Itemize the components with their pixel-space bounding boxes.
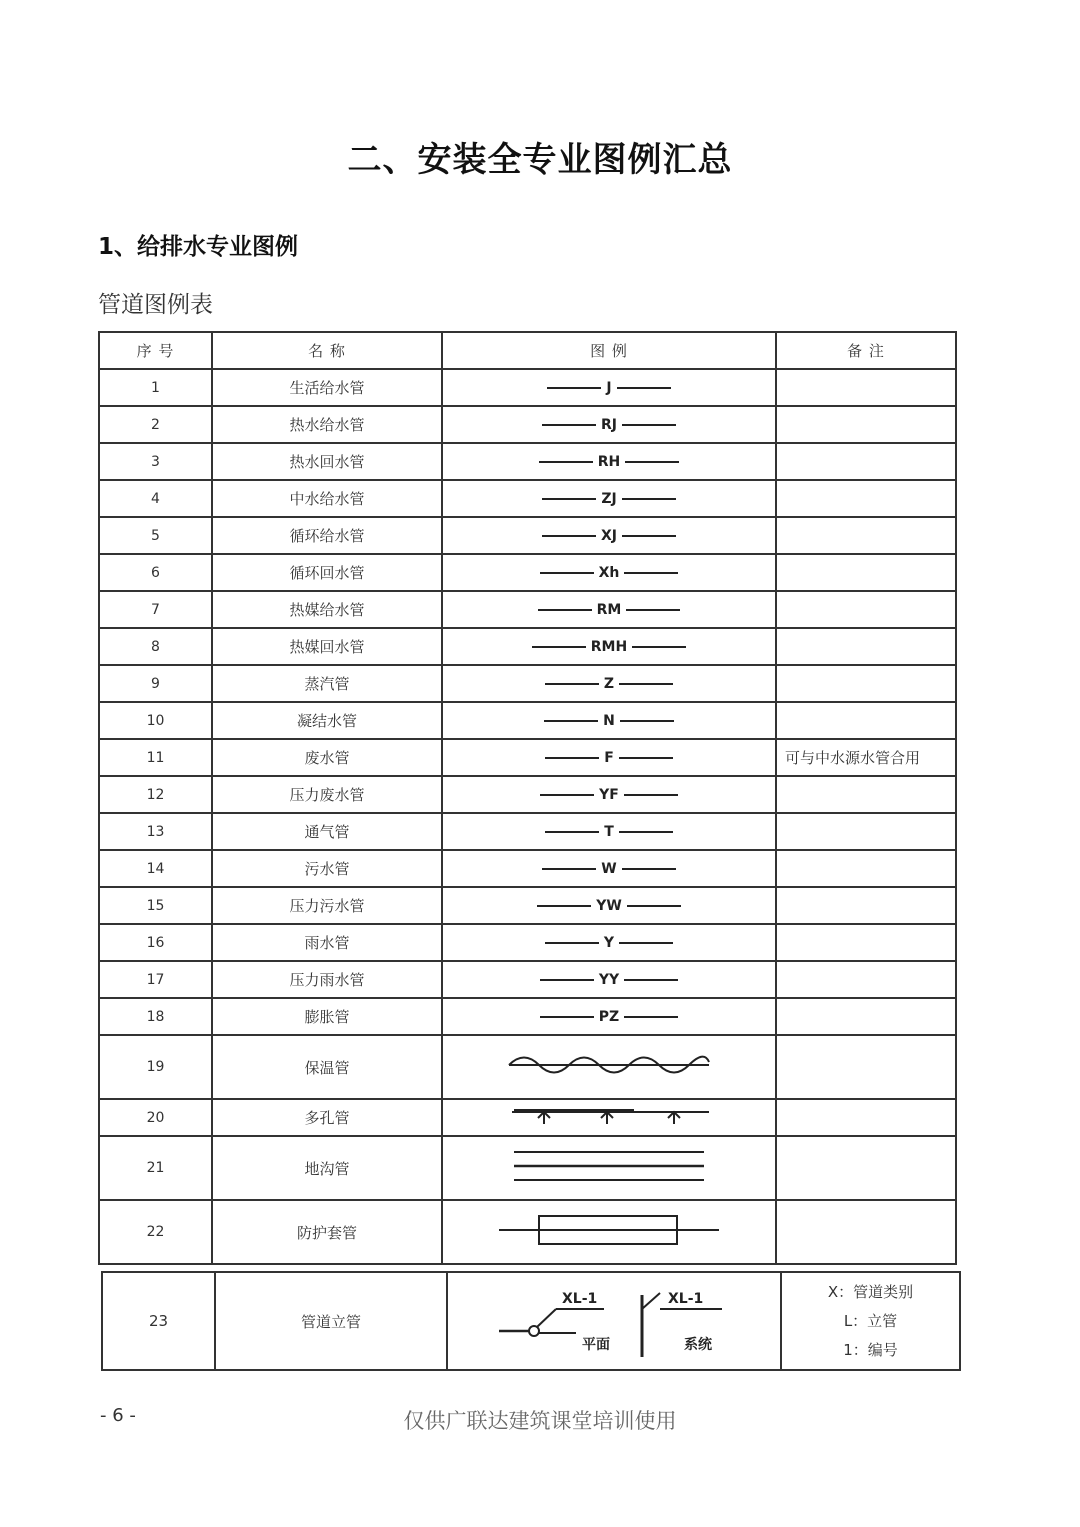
symbol-code: YW (596, 897, 622, 914)
row-note (776, 1136, 956, 1200)
line-segment-icon (542, 424, 596, 426)
line-segment-icon (542, 868, 596, 870)
table-row (99, 665, 956, 702)
pipe-line-symbol (442, 813, 776, 850)
pipe-line-symbol (442, 702, 776, 739)
pipe-line-symbol (442, 480, 776, 517)
row-note (776, 517, 956, 554)
row-note (776, 480, 956, 517)
riser-system-code: XL-1 (668, 1291, 704, 1307)
pipe-legend-table (98, 331, 957, 1265)
symbol-code: RJ (601, 416, 617, 433)
row-note (781, 1272, 960, 1370)
row-note (776, 1200, 956, 1264)
row-note (776, 850, 956, 887)
line-segment-icon (617, 387, 671, 389)
table-row (102, 1272, 960, 1370)
row-name: 多孔管 (212, 1099, 442, 1136)
row-name: 中水给水管 (212, 480, 442, 517)
symbol-code: Xh (598, 564, 620, 581)
row-note (776, 665, 956, 702)
row-note: 可与中水源水管合用 (776, 739, 956, 776)
row-name: 压力污水管 (212, 887, 442, 924)
table-row (99, 1035, 956, 1099)
line-segment-icon (542, 498, 596, 500)
table-row (99, 554, 956, 591)
row-name: 通气管 (212, 813, 442, 850)
table-row (99, 813, 956, 850)
line-segment-icon (625, 461, 679, 463)
symbol-code: YF (599, 786, 619, 803)
row-name: 生活给水管 (212, 369, 442, 406)
line-segment-icon (540, 1016, 594, 1018)
table-row (99, 591, 956, 628)
row-number: 16 (99, 924, 212, 961)
table-row (99, 517, 956, 554)
symbol-code: PZ (598, 1008, 620, 1025)
row-name: 膨胀管 (212, 998, 442, 1035)
row-note (776, 554, 956, 591)
table-row (99, 1099, 956, 1136)
table-row (99, 406, 956, 443)
row-note (776, 591, 956, 628)
header-symbol: 图 例 (442, 332, 776, 369)
row-name: 污水管 (212, 850, 442, 887)
row-name: 地沟管 (212, 1136, 442, 1200)
line-segment-icon (622, 498, 676, 500)
row-name: 循环回水管 (212, 554, 442, 591)
row-number: 22 (99, 1200, 212, 1264)
line-segment-icon (619, 942, 673, 944)
line-segment-icon (627, 905, 681, 907)
symbol-code: Z (603, 675, 615, 692)
section-title: 1、给排水专业图例 (98, 234, 299, 260)
symbol-code: YY (598, 971, 620, 988)
table-row (99, 739, 956, 776)
row-note (776, 961, 956, 998)
line-segment-icon (622, 868, 676, 870)
riser-plan-label: 平面 (582, 1337, 610, 1353)
line-segment-icon (544, 720, 598, 722)
symbol-code: J (606, 379, 612, 396)
line-segment-icon (547, 387, 601, 389)
row-name: 蒸汽管 (212, 665, 442, 702)
row-number: 10 (99, 702, 212, 739)
header-name: 名 称 (212, 332, 442, 369)
row-number: 18 (99, 998, 212, 1035)
symbol-code: N (603, 712, 615, 729)
table-row (99, 369, 956, 406)
row-name: 热媒给水管 (212, 591, 442, 628)
protective-sleeve-icon (442, 1200, 776, 1264)
row-name: 保温管 (212, 1035, 442, 1099)
row-note (776, 1099, 956, 1136)
pipe-line-symbol (442, 554, 776, 591)
row-note (776, 813, 956, 850)
row-note (776, 702, 956, 739)
riser-system-label: 系统 (684, 1337, 712, 1353)
symbol-code: RMH (590, 638, 628, 655)
pipe-line-symbol (442, 961, 776, 998)
line-segment-icon (622, 424, 676, 426)
page-number: - 6 - (100, 1405, 136, 1426)
row-name: 压力废水管 (212, 776, 442, 813)
symbol-code: ZJ (601, 490, 617, 507)
line-segment-icon (624, 979, 678, 981)
row-name: 热水给水管 (212, 406, 442, 443)
table-row (99, 1200, 956, 1264)
row-name: 压力雨水管 (212, 961, 442, 998)
line-segment-icon (624, 794, 678, 796)
line-segment-icon (545, 831, 599, 833)
table-header-row (99, 332, 956, 369)
pipe-line-symbol (442, 406, 776, 443)
symbol-code: T (604, 823, 614, 840)
row-name: 凝结水管 (212, 702, 442, 739)
row-number: 20 (99, 1099, 212, 1136)
note-line: 1：编号 (843, 1340, 898, 1359)
symbol-code: XJ (600, 527, 617, 544)
row-number: 19 (99, 1035, 212, 1099)
pipe-line-symbol (442, 517, 776, 554)
row-note (776, 628, 956, 665)
row-name: 雨水管 (212, 924, 442, 961)
row-number: 5 (99, 517, 212, 554)
note-line: L：立管 (843, 1311, 898, 1330)
line-segment-icon (619, 683, 673, 685)
line-segment-icon (619, 757, 673, 759)
row-note (776, 776, 956, 813)
table-row (99, 480, 956, 517)
line-segment-icon (540, 572, 594, 574)
row-note (776, 998, 956, 1035)
pipe-line-symbol (442, 776, 776, 813)
line-segment-icon (545, 757, 599, 759)
riser-legend-table (101, 1271, 961, 1371)
line-segment-icon (540, 979, 594, 981)
table-row (99, 887, 956, 924)
row-note (776, 369, 956, 406)
row-note (776, 406, 956, 443)
table-caption: 管道图例表 (98, 292, 213, 318)
pipe-line-symbol (442, 665, 776, 702)
symbol-code: RH (597, 453, 621, 470)
row-number: 1 (99, 369, 212, 406)
row-note (776, 887, 956, 924)
pipe-line-symbol (442, 369, 776, 406)
line-segment-icon (624, 1016, 678, 1018)
row-number: 4 (99, 480, 212, 517)
row-number: 23 (102, 1272, 215, 1370)
table-row (99, 924, 956, 961)
line-segment-icon (542, 535, 596, 537)
symbol-code: RM (596, 601, 622, 618)
row-number: 9 (99, 665, 212, 702)
pipe-line-symbol (442, 998, 776, 1035)
table-row (99, 1136, 956, 1200)
pipe-line-symbol (442, 591, 776, 628)
row-name: 热媒回水管 (212, 628, 442, 665)
pipe-line-symbol (442, 443, 776, 480)
line-segment-icon (619, 831, 673, 833)
header-index: 序 号 (99, 332, 212, 369)
pipe-line-symbol (442, 628, 776, 665)
row-number: 15 (99, 887, 212, 924)
line-segment-icon (622, 535, 676, 537)
table-row (99, 961, 956, 998)
row-number: 21 (99, 1136, 212, 1200)
line-segment-icon (532, 646, 586, 648)
line-segment-icon (539, 461, 593, 463)
line-segment-icon (632, 646, 686, 648)
line-segment-icon (537, 905, 591, 907)
riser-plan-code: XL-1 (562, 1291, 598, 1307)
pipe-line-symbol (442, 850, 776, 887)
riser-pipe-icon (447, 1272, 781, 1370)
line-segment-icon (545, 683, 599, 685)
row-name: 热水回水管 (212, 443, 442, 480)
trench-pipe-icon (442, 1136, 776, 1200)
pipe-line-symbol (442, 887, 776, 924)
row-number: 3 (99, 443, 212, 480)
table-row (99, 998, 956, 1035)
row-number: 2 (99, 406, 212, 443)
line-segment-icon (540, 794, 594, 796)
symbol-code: F (604, 749, 614, 766)
symbol-code: W (601, 860, 617, 877)
footer-watermark-text: 仅供广联达建筑课堂培训使用 (403, 1409, 677, 1433)
row-number: 14 (99, 850, 212, 887)
line-segment-icon (626, 609, 680, 611)
pipe-line-symbol (442, 739, 776, 776)
table-row (99, 702, 956, 739)
line-segment-icon (538, 609, 592, 611)
symbol-code: Y (603, 934, 615, 951)
row-name: 防护套管 (212, 1200, 442, 1264)
table-row (99, 850, 956, 887)
line-segment-icon (620, 720, 674, 722)
line-segment-icon (545, 942, 599, 944)
row-name: 循环给水管 (212, 517, 442, 554)
line-segment-icon (624, 572, 678, 574)
pipe-line-symbol (442, 924, 776, 961)
row-note (776, 924, 956, 961)
row-number: 17 (99, 961, 212, 998)
note-line: X：管道类别 (827, 1282, 914, 1301)
table-row (99, 443, 956, 480)
row-name: 废水管 (212, 739, 442, 776)
porous-pipe-icon (442, 1099, 776, 1136)
row-note (776, 1035, 956, 1099)
row-number: 6 (99, 554, 212, 591)
row-number: 13 (99, 813, 212, 850)
wave-insulated-pipe-icon (442, 1035, 776, 1099)
table-row (99, 776, 956, 813)
row-number: 7 (99, 591, 212, 628)
row-note (776, 443, 956, 480)
row-name: 管道立管 (215, 1272, 447, 1370)
row-number: 11 (99, 739, 212, 776)
page-title: 二、安装全专业图例汇总 (347, 140, 733, 180)
row-number: 12 (99, 776, 212, 813)
row-number: 8 (99, 628, 212, 665)
header-note: 备 注 (776, 332, 956, 369)
table-row (99, 628, 956, 665)
